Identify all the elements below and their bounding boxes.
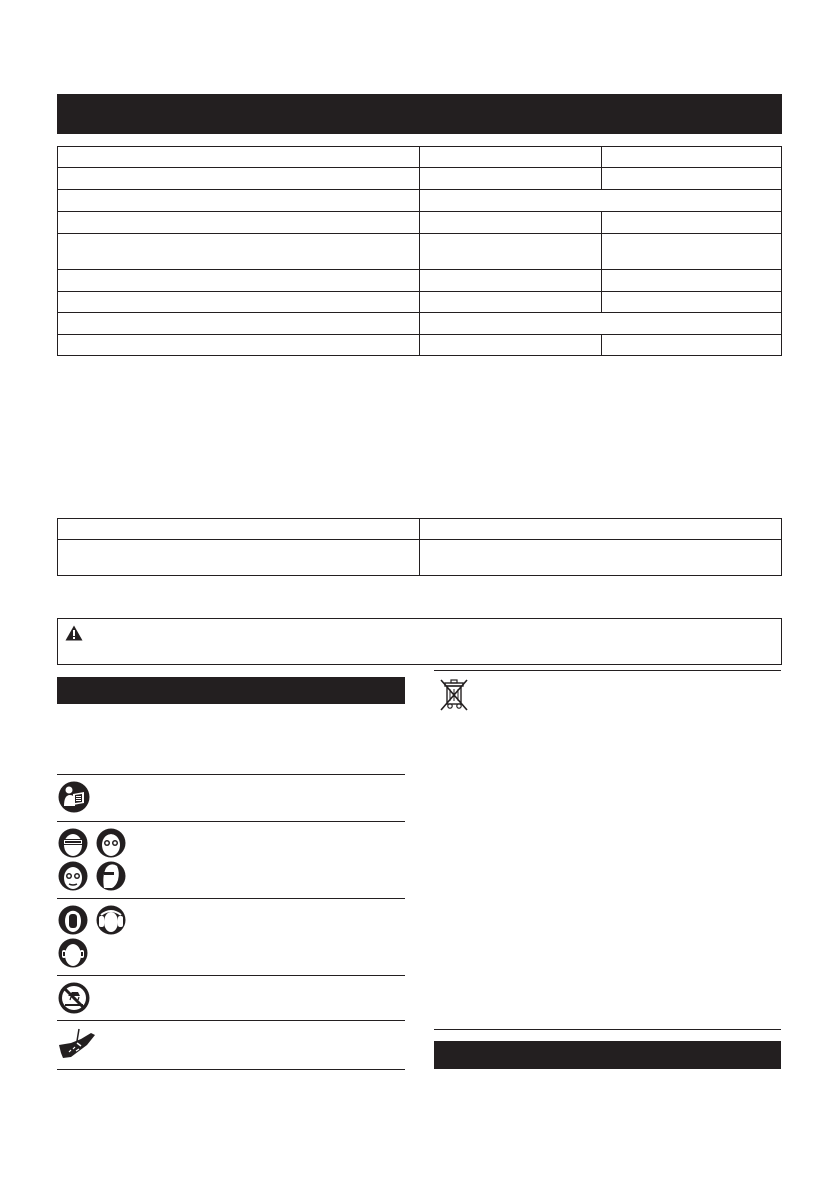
ear-protection-icon: [58, 905, 128, 969]
eye-protection-icon: [58, 828, 128, 892]
table-row: [57, 233, 420, 270]
table-cell: [419, 539, 782, 576]
table-cell: [419, 269, 602, 292]
table-row: [57, 211, 420, 234]
table-cell: [419, 233, 602, 270]
table-cell: [601, 146, 782, 168]
table-cell: [601, 233, 782, 270]
table-cell: [419, 146, 602, 168]
table-cell: [57, 518, 420, 540]
table-cell: [601, 167, 782, 190]
table-cell-merged: [419, 189, 782, 212]
no-rain-icon: [58, 982, 90, 1014]
table-cell: [419, 167, 602, 190]
table-cell: [419, 334, 602, 356]
divider: [434, 1029, 781, 1030]
table-cell: [419, 211, 602, 234]
table-cell: [601, 211, 782, 234]
table-row: [57, 269, 420, 292]
divider: [57, 898, 405, 899]
table-cell: [601, 334, 782, 356]
divider: [57, 975, 405, 976]
table-cell: [601, 269, 782, 292]
divider: [57, 774, 405, 775]
sharp-blade-hand-icon: [57, 1027, 97, 1061]
divider: [57, 1020, 405, 1021]
table-row: [57, 189, 420, 212]
table-cell: [419, 518, 782, 540]
read-manual-icon: [58, 781, 90, 813]
table-cell-merged: [419, 312, 782, 335]
right-section-header: [434, 1041, 781, 1069]
crossed-bin-icon: [439, 678, 469, 712]
table-row: [57, 334, 420, 356]
table-row: [57, 167, 420, 190]
table-row: [57, 312, 420, 335]
table-row: [57, 291, 420, 313]
warning-box: [57, 618, 782, 665]
symbols-section-header: [57, 677, 405, 704]
divider: [434, 670, 781, 671]
table-cell: [419, 291, 602, 313]
table-cell: [601, 291, 782, 313]
divider: [57, 1069, 405, 1070]
warning-triangle-icon: [65, 625, 83, 641]
table-cell: [57, 539, 420, 576]
spec-section-header: [57, 94, 782, 134]
table-row: [57, 146, 420, 168]
divider: [57, 821, 405, 822]
